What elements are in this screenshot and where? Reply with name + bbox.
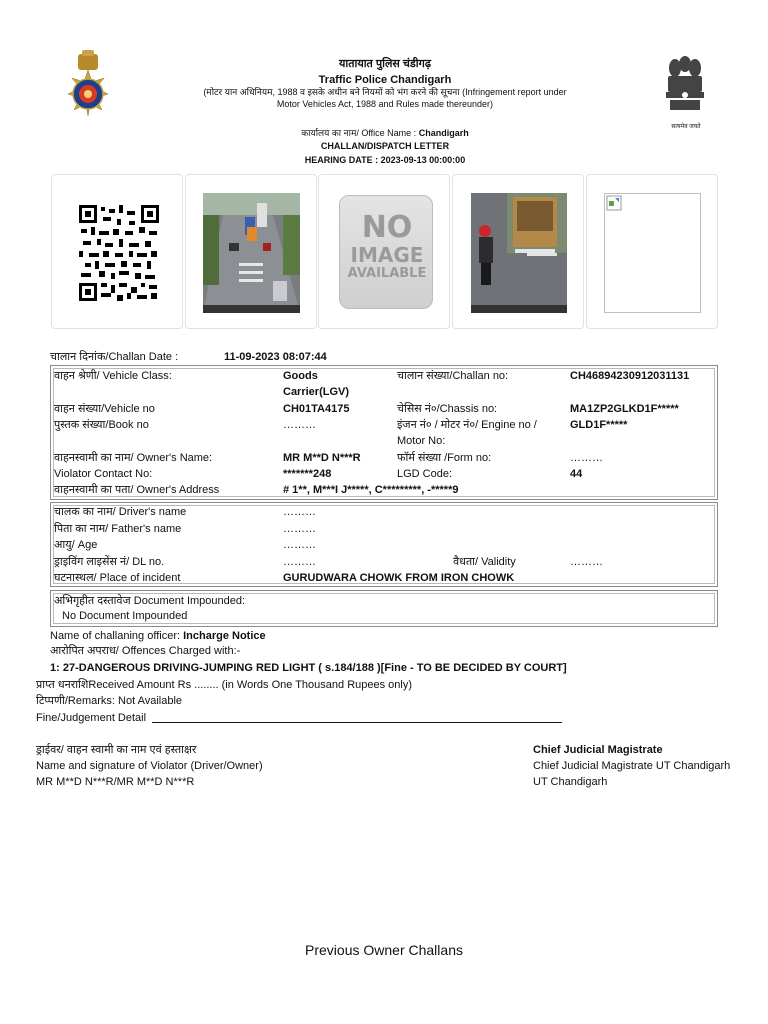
broken-image [604,193,701,313]
traffic-photo-1 [203,193,300,313]
vehicle-no-label: वाहन संख्या/Vehicle no [54,403,155,415]
violator-contact-label: Violator Contact No: [54,468,153,480]
chassis-no-value: MA1ZP2GLKD1F***** [570,403,679,415]
no-image-text-line-3: AVAILABLE [347,266,427,281]
magistrate-location: UT Chandigarh [533,776,608,788]
form-no-label: फॉर्म संख्या /Form no: [397,452,492,464]
remarks: टिप्पणी/Remarks: Not Available [36,695,183,707]
book-no-label: पुस्तक संख्या/Book no [54,419,149,431]
engine-no-label-line-2: Motor No: [397,435,446,447]
qr-code-card [51,174,183,329]
emblem-caption: सत्यमेव जयते [671,124,701,130]
dl-no-label: ड्राइविंग लाइसेंस नं/ DL no. [54,556,165,568]
vehicle-class-value-line-1: Goods [283,370,318,382]
impounded-value: No Document Impounded [62,610,188,622]
father-name-label: पिता का नाम/ Father's name [54,523,182,535]
dl-no-value: ……… [283,556,316,568]
judgement-detail-line [152,722,562,723]
magistrate-designation: Chief Judicial Magistrate UT Chandigarh [533,760,731,772]
challan-date-label: चालान दिनांक/Challan Date : [50,351,179,363]
challan-no-label: चालान संख्या/Challan no: [397,370,509,382]
no-image-text-line-2: IMAGE [350,243,424,267]
violator-signature-name: MR M**D N***R/MR M**D N***R [36,776,195,788]
owner-name-value: MR M**D N***R [283,452,361,464]
place-of-incident-value: GURUDWARA CHOWK FROM IRON CHOWK [283,572,515,584]
vehicle-class-value-line-2: Carrier(LGV) [283,386,350,398]
driver-name-value: ……… [283,506,316,518]
owner-name-label: वाहनस्वामी का नाम/ Owner's Name: [54,452,213,464]
engine-no-value: GLD1F***** [570,419,628,431]
subtitle-line-1: (मोटर यान अधिनियम, 1988 व इसके अधीन बने नियमों को भंग करने की सूचना (Infringement report under [203,87,567,97]
offence-item: 1: 27-DANGEROUS DRIVING-JUMPING RED LIGHT ( s.184/188 )[Fine - TO BE DECIDED BY COURT] [50,662,567,674]
impounded-label: अभिगृहीत दस्तावेज Document Impounded: [54,595,246,607]
place-of-incident-label: घटनास्थल/ Place of incident [54,572,181,584]
office-name-value: Chandigarh [418,128,469,138]
traffic-police-badge-logo [48,50,128,130]
book-no-value: ……… [283,419,316,431]
no-image-card [318,174,450,329]
challan-date-value: 11-09-2023 08:07:44 [224,351,327,363]
vehicle-no-value: CH01TA4175 [283,403,350,415]
magistrate-title: Chief Judicial Magistrate [533,744,663,756]
form-no-value: ……… [570,452,603,464]
broken-image-icon [606,195,622,211]
challaning-officer-value: Incharge Notice [183,630,266,642]
judgement-label: Fine/Judgement Detail [36,712,147,724]
office-name [180,127,590,140]
hearing-date: HEARING DATE : 2023-09-13 00:00:00 [304,155,466,165]
document-type: CHALLAN/DISPATCH LETTER [320,141,450,151]
violator-signature-label-hindi: ड्राईवर/ वाहन स्वामी का नाम एवं हस्ताक्षर [36,744,197,756]
challan-no-value: CH46894230912031131 [570,370,690,382]
traffic-photo-card-1 [185,174,317,329]
office-name-label: कार्यालय का नाम/ Office Name : [301,128,417,138]
national-emblem-icon [660,50,710,122]
subtitle-line-2: Motor Vehicles Act, 1988 and Rules made thereunder) [276,99,494,109]
age-value: ……… [283,539,316,551]
father-name-value: ……… [283,523,316,535]
no-image-placeholder [339,195,433,309]
chassis-no-label: चेसिस नं०/Chassis no: [397,403,498,415]
vehicle-class-label: वाहन श्रेणी/ Vehicle Class: [54,370,172,382]
traffic-photo-card-2 [452,174,584,329]
lgd-code-value: 44 [570,468,583,480]
broken-image-card [586,174,718,329]
no-image-text-line-1: NO [361,210,413,245]
challaning-officer [50,628,266,644]
validity-label: वैधता/ Validity [453,556,516,568]
received-amount: प्राप्त धनराशिReceived Amount Rs ........ (in Words One Thousand Rupees only) [36,679,413,691]
previous-owner-challans-title: Previous Owner Challans [305,942,463,958]
validity-value: ……… [570,556,603,568]
driver-name-label: चालक का नाम/ Driver's name [54,506,187,518]
owner-address-label: वाहनस्वामी का पता/ Owner's Address [54,484,220,496]
engine-no-label-line-1: इंजन नं० / मोटर नं०/ Engine no / [397,419,537,431]
challaning-officer-label: Name of challaning officer: [50,630,181,642]
owner-address-value: # 1**, M***I J*****, C*********, -*****9 [283,484,459,496]
traffic-photo-2 [471,193,567,313]
age-label: आयु/ Age [54,539,98,551]
title-hindi: यातायात पुलिस चंडीगढ़ [338,58,432,70]
violator-contact-value: *******248 [283,468,332,480]
qr-code-image [79,205,159,301]
lgd-code-label: LGD Code: [397,468,453,480]
title-english: Traffic Police Chandigarh [318,74,452,86]
offences-label: आरोपित अपराध/ Offences Charged with:- [50,645,241,657]
violator-signature-label: Name and signature of Violator (Driver/Owner) [36,760,263,772]
